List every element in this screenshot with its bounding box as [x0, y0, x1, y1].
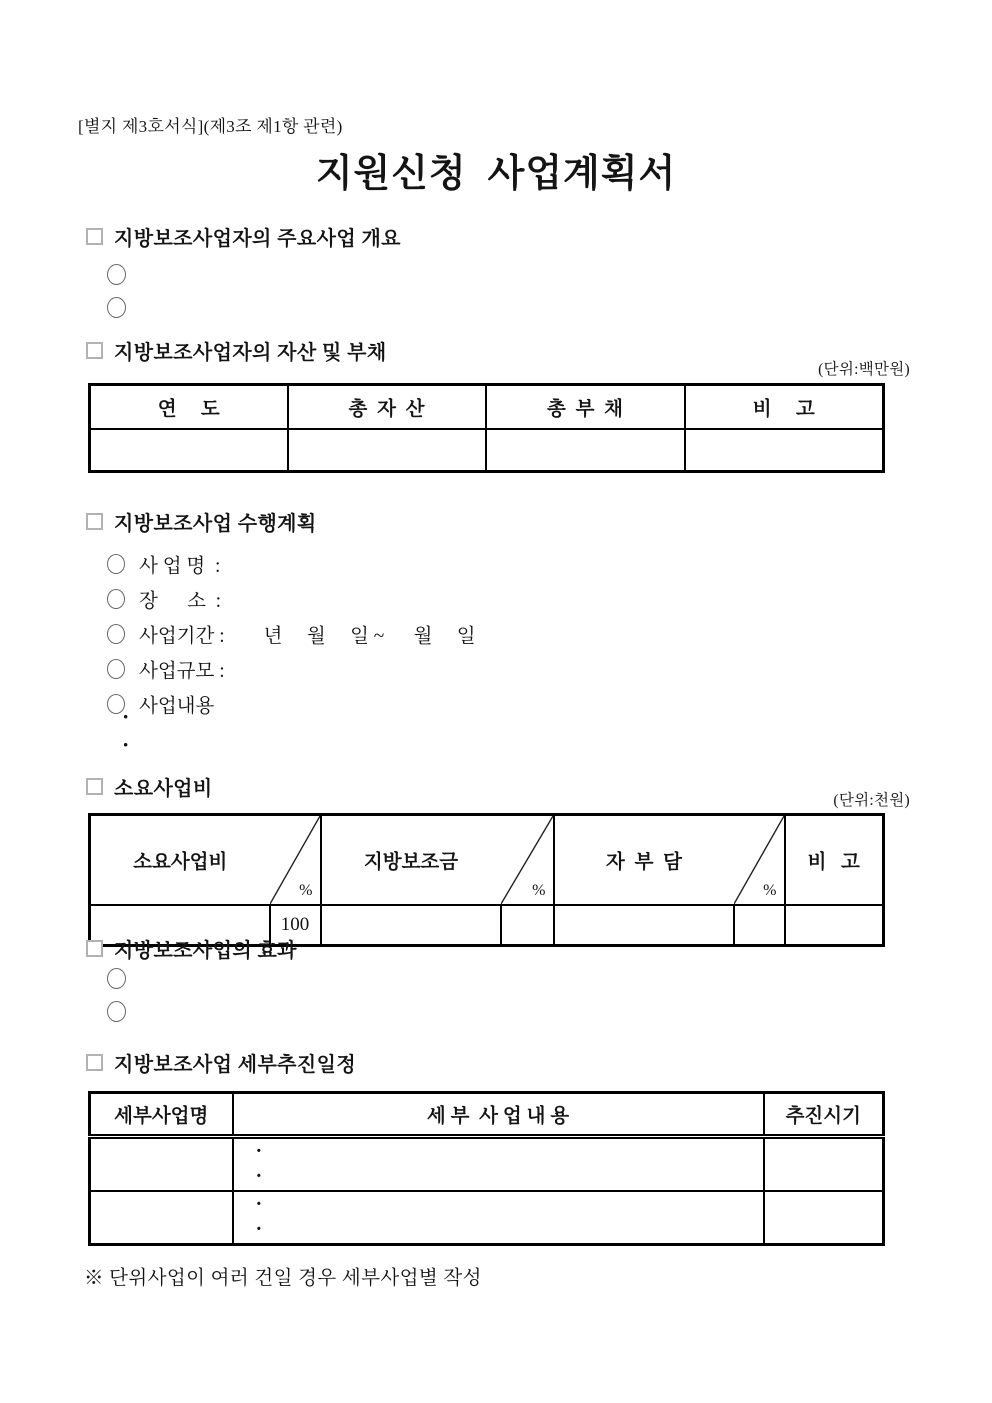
budget-col-subsidy-pct [501, 815, 554, 906]
plan-item-scale [107, 651, 476, 686]
schedule-col-detail: 세 부 사 업 내 용 [233, 1093, 764, 1137]
footnote: ※ 단위사업이 여러 건일 경우 세부사업별 작성 [84, 1268, 482, 1289]
plan-content-dots [122, 703, 129, 759]
checkbox-icon [86, 342, 103, 359]
plan-item-content [107, 686, 476, 721]
assets-col-total-debt: 총 부 채 [486, 385, 685, 429]
section-heading-budget [86, 772, 213, 801]
dot-bullet: · [255, 1193, 263, 1216]
section-heading-text: 지방보조사업자의 주요사업 개요 [114, 228, 401, 250]
assets-col-year: 연 도 [90, 385, 288, 429]
budget-table [88, 813, 885, 947]
dot-bullet: · [255, 1165, 263, 1188]
checkbox-icon [86, 1054, 103, 1071]
section-heading-text: 지방보조사업자의 자산 및 부채 [114, 342, 387, 364]
budget-cell-self-funding-pct [734, 905, 785, 945]
assets-cell-total-debt [486, 429, 685, 472]
assets-col-remarks: 비 고 [685, 385, 884, 429]
schedule-table-row [90, 1137, 884, 1191]
plan-item-label: 사업기간 : 년 월 일 ~ 월 일 [139, 625, 476, 647]
circle-bullet-icon [107, 554, 125, 574]
budget-col-self-funding-pct [734, 815, 785, 906]
circle-bullet-icon [107, 624, 125, 644]
section-heading-effect [86, 934, 297, 963]
budget-col-subsidy: 지방보조금 [321, 815, 501, 906]
assets-cell-remarks [685, 429, 884, 472]
schedule-cell-detail [233, 1137, 764, 1191]
section-heading-text: 지방보조사업 수행계획 [114, 513, 317, 535]
budget-cell-total-pct: 100 [270, 905, 321, 945]
schedule-cell-timing [764, 1191, 884, 1245]
schedule-cell-detail [233, 1191, 764, 1245]
plan-item-label: 사 업 명 : [139, 555, 221, 577]
schedule-col-timing: 추진시기 [764, 1093, 884, 1137]
plan-item-list [107, 546, 476, 721]
budget-cell-self-funding [554, 905, 734, 945]
plan-item-label: 장 소 : [139, 590, 222, 612]
section-heading-overview [86, 222, 401, 251]
plan-item-period [107, 616, 476, 651]
checkbox-icon [86, 513, 103, 530]
checkbox-icon [86, 778, 103, 795]
circle-bullet-icon [107, 968, 126, 989]
section-heading-text: 지방보조사업의 효과 [114, 940, 297, 962]
dot-bullet: · [255, 1218, 263, 1241]
schedule-cell-timing [764, 1137, 884, 1191]
dot-bullet: · [122, 704, 130, 729]
assets-table-body-row [90, 429, 884, 472]
page-title: 지원신청 사업계획서 [315, 153, 677, 195]
budget-cell-subsidy [321, 905, 501, 945]
assets-table [88, 383, 885, 473]
dot-bullet: · [255, 1140, 263, 1163]
unit-label-assets: (단위:백만원) [818, 361, 910, 378]
percent-label: % [299, 882, 313, 899]
plan-item-label: 사업내용 [139, 695, 215, 717]
budget-col-total: 소요사업비 [90, 815, 270, 906]
percent-label: % [763, 882, 777, 899]
section-heading-plan [86, 507, 317, 536]
circle-bullet-icon [107, 589, 125, 609]
schedule-cell-subproject [90, 1137, 233, 1191]
assets-cell-year [90, 429, 288, 472]
plan-item-label: 사업규모 : [139, 660, 225, 682]
budget-table-header-row [90, 815, 884, 906]
section-heading-schedule [86, 1048, 356, 1077]
checkbox-icon [86, 228, 103, 245]
circle-bullet-icon [107, 297, 126, 318]
budget-col-remarks: 비 고 [785, 815, 884, 906]
form-reference: [별지 제3호서식](제3조 제1항 관련) [78, 117, 343, 136]
schedule-table [88, 1091, 885, 1246]
section-heading-text: 소요사업비 [114, 778, 213, 800]
section-heading-text: 지방보조사업 세부추진일정 [114, 1054, 357, 1076]
schedule-table-row [90, 1191, 884, 1245]
assets-table-header-row [90, 385, 884, 429]
dot-bullet: · [122, 732, 130, 757]
checkbox-icon [86, 940, 103, 957]
section-heading-assets [86, 336, 387, 365]
assets-col-total-assets: 총 자 산 [288, 385, 486, 429]
circle-bullet-icon [107, 264, 126, 285]
budget-col-self-funding: 자 부 담 [554, 815, 734, 906]
schedule-table-header-row [90, 1093, 884, 1137]
percent-label: % [532, 882, 546, 899]
plan-item-name [107, 546, 476, 581]
assets-cell-total-assets [288, 429, 486, 472]
budget-cell-subsidy-pct [501, 905, 554, 945]
budget-col-total-pct [270, 815, 321, 906]
schedule-cell-subproject [90, 1191, 233, 1245]
circle-bullet-icon [107, 659, 125, 679]
budget-cell-remarks [785, 905, 884, 945]
circle-bullet-icon [107, 1001, 126, 1022]
plan-item-place [107, 581, 476, 616]
unit-label-budget: (단위:천원) [833, 792, 910, 809]
schedule-col-subproject: 세부사업명 [90, 1093, 233, 1137]
